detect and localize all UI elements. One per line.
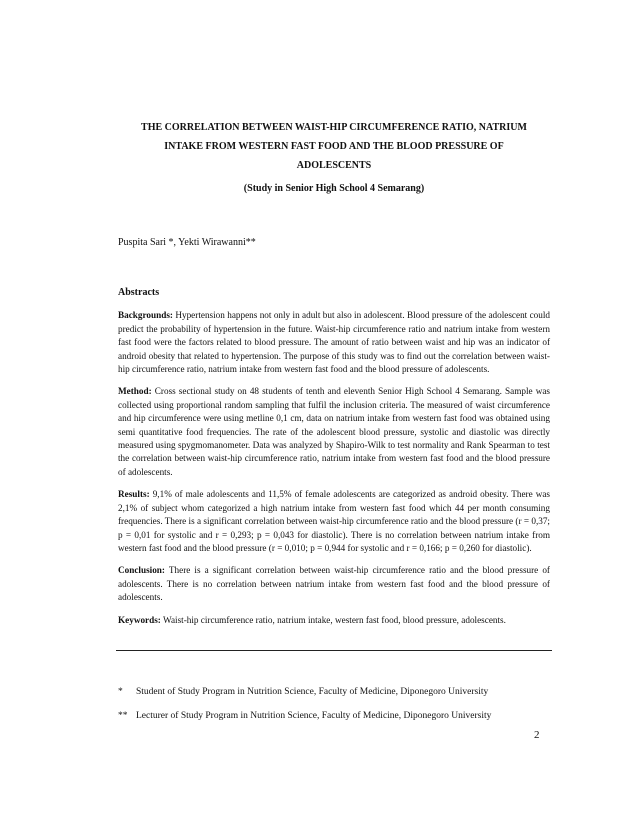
footnote-2-mark: **: [118, 711, 128, 721]
footnote-2-text: Lecturer of Study Program in Nutrition Science, Faculty of Medicine, Diponegoro University: [136, 711, 492, 721]
backgrounds-text: Hypertension happens not only in adult but also in adolescent. Blood pressure of the adolescent could predict the probability of hypertension in the future. Waist-hip circumference ratio and natrium intake from western fast food were the factors related to blood pressure. The amount of ratio between waist and hip was an indicator of android obesity that related to hypertension. The purpose of this study was to find out the correlation between waist-hip circumference ratio, natrium intake from western fast food and the blood pressure of adolescents.: [118, 310, 551, 375]
keywords-text: Waist-hip circumference ratio, natrium intake, western fast food, blood pressure, adolescents.: [163, 614, 506, 625]
method-label: Method:: [118, 386, 152, 397]
title-line-1: THE CORRELATION BETWEEN WAIST-HIP CIRCUMFERENCE RATIO, NATRIUM: [141, 122, 527, 133]
footnote-1-mark: *: [118, 687, 123, 697]
title-line-3: ADOLESCENTS: [296, 160, 372, 171]
footnote-2: [118, 710, 491, 723]
paper-subtitle: (Study in Senior High School 4 Semarang): [243, 183, 425, 194]
abstract-keywords: [118, 614, 550, 627]
method-text: Cross sectional study on 48 students of tenth and eleventh Senior High School 4 Semarang. Sample was collected using proportional random sampling that fulfil the inclusion criteria. The measured of waist circumference and hip circumference were using metline 0,1 cm, data on natrium intake from western fast food was obtained using semi quantitative food frequencies. The rate of the adolescent blood pressure, systolic and diastolic was directly measured using spygmomanometer. Data was analyzed by Shapiro-Wilk to test normality and Rank Spearman to test the correlation between waist-hip circumference ratio, natrium intake from western fast food and the blood pressure of adolescents.: [118, 386, 550, 477]
abstract-backgrounds: [118, 309, 550, 376]
abstract-heading: Abstracts: [118, 287, 160, 298]
abstract-results: [118, 488, 550, 555]
results-text: 9,1% of male adolescents and 11,5% of female adolescents are categorized as android obesity. There was 2,1% of subject whom categorized a high natrium intake from western fast food which 44 per month consuming frequencies. There is a significant correlation between waist-hip circumference ratio and the blood pressure (r = 0,37; p = 0,01 for systolic and r = 0,293; p = 0,043 for diastolic). There is no correlation between natrium intake from western fast food and the blood pressure (r = 0,010; p = 0,944 for systolic and r = 0,166; p = 0,260 for diastolic).: [118, 489, 550, 553]
abstract-conclusion: [118, 564, 550, 604]
page-number: 2: [534, 729, 540, 741]
abstract-section: [118, 286, 550, 636]
footnote-1: [118, 686, 488, 699]
footnote-1-text: Student of Study Program in Nutrition Science, Faculty of Medicine, Diponegoro University: [136, 687, 489, 697]
paper-title: [110, 118, 558, 175]
results-label: Results:: [118, 489, 150, 500]
keywords-label: Keywords:: [118, 614, 161, 625]
abstract-divider: [116, 650, 552, 651]
backgrounds-label: Backgrounds:: [118, 310, 173, 321]
conclusion-label: Conclusion:: [118, 565, 165, 576]
author-list: Puspita Sari *, Yekti Wirawanni**: [118, 237, 256, 248]
title-line-2: INTAKE FROM WESTERN FAST FOOD AND THE BLOOD PRESSURE OF: [164, 141, 504, 152]
conclusion-text: There is a significant correlation between waist-hip circumference ratio and the blood pressure of adolescents. There is no correlation between natrium intake from western fast food and the blood pressure of adolescents.: [118, 565, 550, 603]
abstract-method: [118, 385, 550, 479]
